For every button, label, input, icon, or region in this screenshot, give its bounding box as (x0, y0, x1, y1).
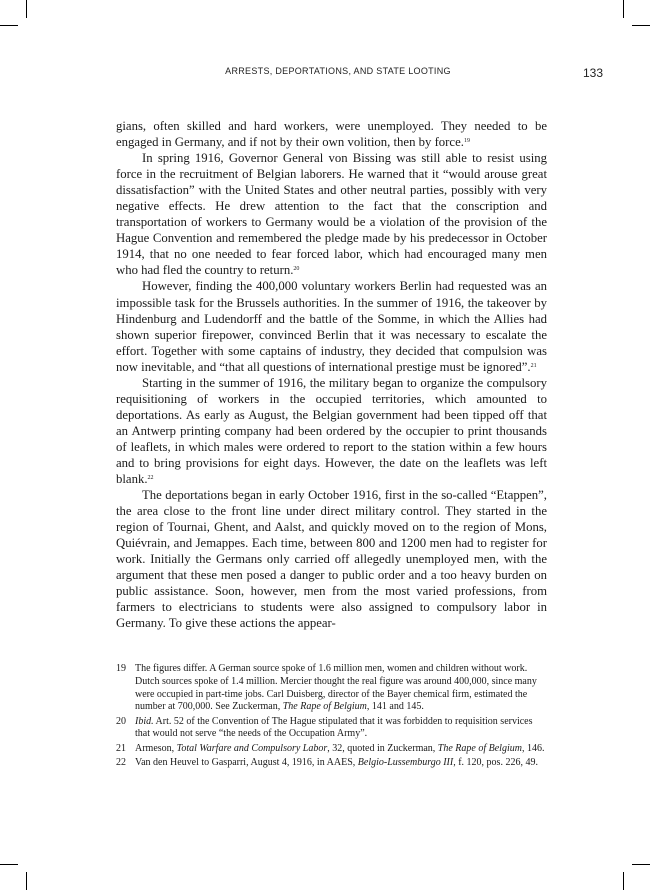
paragraph (116, 278, 547, 374)
footnote (116, 663, 547, 714)
footnote-text: Van den Heuvel to Gasparri, August 4, 1916, in AAES, Belgio-Lussemburgo III, f. 120, pos. 226, 49. (135, 757, 538, 769)
paragraph-text: Starting in the summer of 1916, the military began to organize the compulsory requisitioning of workers in the occupied territories, which amounted to deportations. As early as August, the Belgian government had been tipped off that an Antwerp printing company had been ordered by the occupier to print thousands of leaflets, in which males were ordered to report to the station within a few hours and to bring provisions for eight days. However, the date on the leaflets was left blank. (116, 375, 547, 487)
footnote-ref[interactable]: 21 (530, 362, 537, 369)
crop-mark (623, 0, 624, 18)
footnote-number: 19 (116, 663, 126, 674)
paragraph (116, 150, 547, 278)
paragraph-text: In spring 1916, Governor General von Bissing was still able to resist using force in the recruitment of Belgian laborers. He warned that it “would arouse great dissatisfaction” with the United States and other neutral parties, possibly with very negative effects. He drew attention to the fact that the conscription and transportation of workers to Germany would be a violation of the provision of the Hague Convention and remembered the pledge made by his predecessor in October 1914, that no one needed to fear forced labor, which had encouraged many men who had fled the country to return. (116, 151, 547, 278)
crop-mark (623, 872, 624, 890)
footnotes (116, 663, 547, 771)
footnote (116, 757, 547, 770)
crop-mark (0, 25, 18, 26)
paragraph (116, 487, 547, 631)
crop-mark (26, 872, 27, 890)
main-text (116, 118, 547, 632)
paragraph-text: However, finding the 400,000 voluntary workers Berlin had requested was an impossible task for the Brussels authorities. In the summer of 1916, the takeover by Hindenburg and Ludendorff and the battle of the Somme, in which the Allies had shown superior firepower, convinced Berlin that it was necessary to escalate the effort. Together with some captains of industry, they decided that compulsion was now inevitable, and “that all questions of international prestige must be ignored”. (116, 279, 547, 374)
crop-mark (26, 0, 27, 18)
paragraph (116, 375, 547, 487)
running-header: ARRESTS, DEPORTATIONS, AND STATE LOOTING (225, 66, 451, 76)
paragraph-text: The deportations began in early October 1916, first in the so-called “Etappen”, the area close to the front line under direct military control. They started in the region of Tournai, Ghent, and Aalst, and quickly moved on to the region of Mons, Quiévrain, and Jemappes. Each time, between 800 and 1200 men had to register for work. Initially the Germans only carried off allegedly unemployed men, with the argument that these men posed a danger to public order and a too heavy burden on public assistance. Soon, however, men from the most varied professions, from farmers to electricians to students were also assigned to compulsory labor in Germany. To give these actions the appear- (116, 488, 547, 631)
footnote-number: 20 (116, 715, 126, 727)
footnote-ref[interactable]: 22 (147, 475, 154, 482)
paragraph-text: gians, often skilled and hard workers, were unemployed. They needed to be engaged in Germany, and if not by their own volition, then by force. (116, 119, 547, 150)
footnote-text: Armeson, Total Warfare and Compulsory Labor, 32, quoted in Zuckerman, The Rape of Belgium, 146. (135, 742, 545, 754)
footnote-text: The figures differ. A German source spoke of 1.6 million men, women and children without work. Dutch sources spoke of 1.4 million. Mercier thought the real figure was around 400,000, since many were occupied in part-time jobs. Carl Duisberg, director of the Bayer chemical firm, estimated the number at 700,000. See Zuckerman, The Rape of Belgium, 141 and 145. (135, 663, 537, 713)
footnote-ref[interactable]: 19 (463, 138, 470, 145)
crop-mark (632, 25, 650, 26)
footnote-ref[interactable]: 20 (293, 266, 300, 273)
footnote-text: Ibid. Art. 52 of the Convention of The Hague stipulated that it was forbidden to requisition services that would not serve “the needs of the Occupation Army”. (135, 715, 533, 740)
footnote-number: 21 (116, 742, 126, 754)
footnote-number: 22 (116, 757, 126, 769)
page-number: 133 (583, 66, 604, 80)
crop-mark (632, 864, 650, 865)
crop-mark (0, 864, 18, 865)
footnote (116, 716, 547, 742)
paragraph (116, 118, 547, 150)
footnote (116, 743, 547, 756)
